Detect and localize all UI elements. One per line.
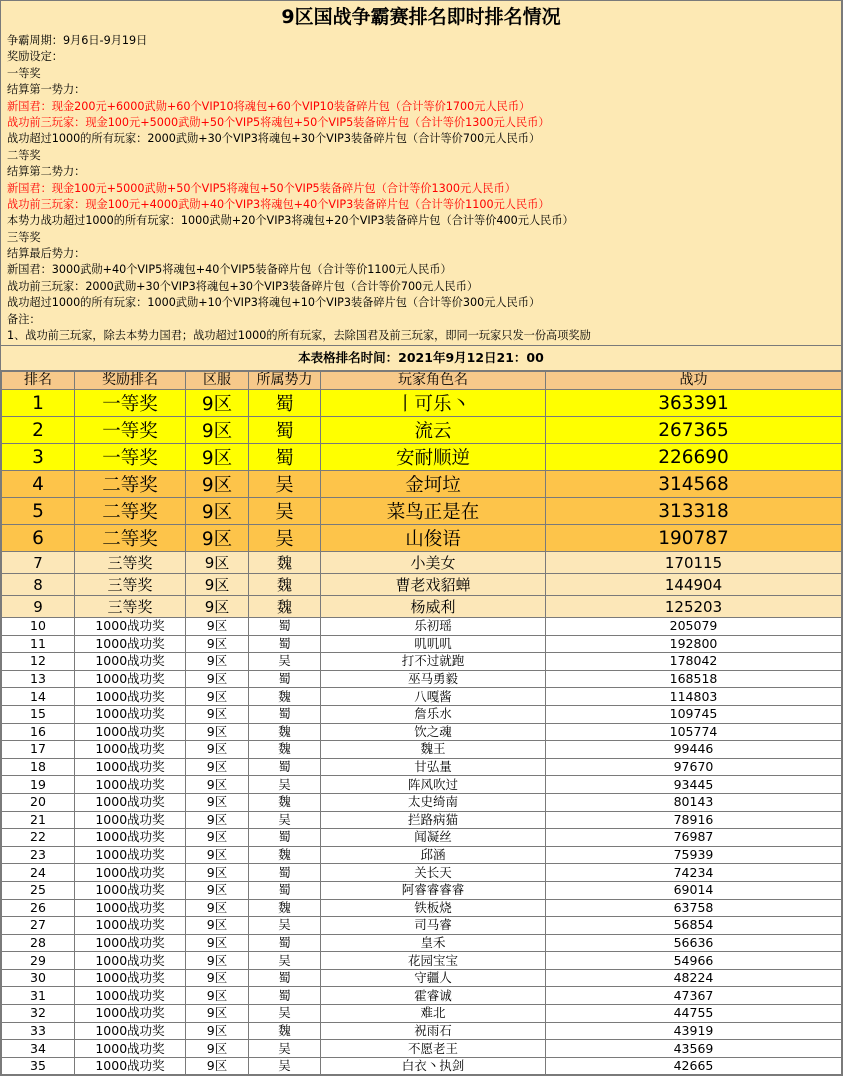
faction-cell: 魏: [249, 574, 321, 596]
player-name-cell: 魏王: [321, 741, 546, 759]
prize-cell: 三等奖: [75, 552, 186, 574]
server-cell: 9区: [186, 1022, 249, 1040]
player-name-cell: 叽叽叽: [321, 635, 546, 653]
player-name-cell: 难北: [321, 1005, 546, 1023]
player-name-cell: 丨可乐丶: [321, 390, 546, 417]
server-cell: 9区: [186, 653, 249, 671]
table-row: [2, 670, 842, 688]
prize-cell: 1000战功奖: [75, 969, 186, 987]
faction-cell: 魏: [249, 899, 321, 917]
prize-cell: 1000战功奖: [75, 881, 186, 899]
table-row: [2, 793, 842, 811]
table-row: [2, 811, 842, 829]
table-row: [2, 525, 842, 552]
player-name-cell: 司马睿: [321, 917, 546, 935]
merit-cell: 54966: [546, 952, 842, 970]
merit-cell: 190787: [546, 525, 842, 552]
faction-cell: 蜀: [249, 705, 321, 723]
server-cell: 9区: [186, 723, 249, 741]
server-cell: 9区: [186, 864, 249, 882]
merit-cell: 69014: [546, 881, 842, 899]
prize-cell: 1000战功奖: [75, 670, 186, 688]
server-cell: 9区: [186, 705, 249, 723]
merit-cell: 314568: [546, 471, 842, 498]
server-cell: 9区: [186, 899, 249, 917]
server-cell: 9区: [186, 618, 249, 636]
server-cell: 9区: [186, 417, 249, 444]
table-row: [2, 653, 842, 671]
table-row: [2, 969, 842, 987]
merit-cell: 168518: [546, 670, 842, 688]
player-name-cell: 杨威利: [321, 596, 546, 618]
prize-cell: 1000战功奖: [75, 776, 186, 794]
table-row: [2, 741, 842, 759]
faction-cell: 魏: [249, 552, 321, 574]
merit-cell: 114803: [546, 688, 842, 706]
prize-cell: 1000战功奖: [75, 934, 186, 952]
server-cell: 9区: [186, 670, 249, 688]
merit-cell: 99446: [546, 741, 842, 759]
rank-cell: 34: [2, 1040, 75, 1058]
player-name-cell: 流云: [321, 417, 546, 444]
info-line: 结算最后势力：: [7, 247, 86, 261]
server-cell: 9区: [186, 846, 249, 864]
rank-cell: 15: [2, 705, 75, 723]
player-name-cell: 花园宝宝: [321, 952, 546, 970]
merit-cell: 109745: [546, 705, 842, 723]
info-line: 1、战功前三玩家，除去本势力国君；战功超过1000的所有玩家，去除国君及前三玩家，即同一玩家只发一份高项奖励: [7, 329, 591, 343]
player-name-cell: 闻凝丝: [321, 829, 546, 847]
table-row: [2, 705, 842, 723]
server-cell: 9区: [186, 471, 249, 498]
merit-header: 战功: [546, 372, 842, 390]
prize-cell: 1000战功奖: [75, 758, 186, 776]
server-cell: 9区: [186, 552, 249, 574]
player-name-cell: 邱涵: [321, 846, 546, 864]
table-row: [2, 864, 842, 882]
merit-cell: 267365: [546, 417, 842, 444]
player-name-cell: 小美女: [321, 552, 546, 574]
rank-cell: 22: [2, 829, 75, 847]
merit-cell: 97670: [546, 758, 842, 776]
rank-cell: 24: [2, 864, 75, 882]
merit-cell: 43569: [546, 1040, 842, 1058]
info-line: 新国君：3000武勋+40个VIP5将魂包+40个VIP5装备碎片包（合计等价1100元人民币）: [7, 263, 452, 277]
faction-cell: 吴: [249, 917, 321, 935]
prize-cell: 三等奖: [75, 596, 186, 618]
info-line: 战功前三玩家：现金100元+5000武勋+50个VIP5将魂包+50个VIP5装备碎片包（合计等价1300元人民币）: [7, 115, 550, 129]
table-row: [2, 688, 842, 706]
faction-cell: 蜀: [249, 829, 321, 847]
table-row: [2, 952, 842, 970]
player-name-cell: 巫马勇毅: [321, 670, 546, 688]
rank-cell: 13: [2, 670, 75, 688]
player-name-cell: 太史绮南: [321, 793, 546, 811]
faction-cell: 蜀: [249, 934, 321, 952]
rank-cell: 33: [2, 1022, 75, 1040]
rank-cell: 17: [2, 741, 75, 759]
ranking-timestamp: 本表格排名时间：2021年9月12日21：00: [1, 346, 841, 371]
server-cell: 9区: [186, 811, 249, 829]
rank-cell: 32: [2, 1005, 75, 1023]
merit-cell: 205079: [546, 618, 842, 636]
player-name-cell: 阵风吹过: [321, 776, 546, 794]
faction-cell: 魏: [249, 688, 321, 706]
faction-cell: 魏: [249, 793, 321, 811]
table-row: [2, 471, 842, 498]
info-line: 战功前三玩家：2000武勋+30个VIP3将魂包+30个VIP3装备碎片包（合计等价700元人民币）: [7, 279, 479, 293]
prize-cell: 二等奖: [75, 498, 186, 525]
table-row: [2, 1005, 842, 1023]
faction-cell: 吴: [249, 776, 321, 794]
server-cell: 9区: [186, 1057, 249, 1075]
faction-cell: 吴: [249, 1057, 321, 1075]
server-cell: 9区: [186, 934, 249, 952]
info-line: 争霸周期：9月6日-9月19日: [7, 34, 148, 47]
prize-cell: 1000战功奖: [75, 811, 186, 829]
info-line: 新国君：现金200元+6000武勋+60个VIP10将魂包+60个VIP10装备碎片包（合计等价1700元人民币）: [7, 99, 531, 113]
faction-cell: 蜀: [249, 390, 321, 417]
server-cell: 9区: [186, 776, 249, 794]
merit-cell: 192800: [546, 635, 842, 653]
server-cell: 9区: [186, 793, 249, 811]
merit-cell: 125203: [546, 596, 842, 618]
faction-cell: 吴: [249, 1040, 321, 1058]
server-cell: 9区: [186, 444, 249, 471]
faction-cell: 吴: [249, 653, 321, 671]
prize-cell: 1000战功奖: [75, 635, 186, 653]
server-cell: 9区: [186, 758, 249, 776]
prize-cell: 1000战功奖: [75, 1040, 186, 1058]
prize-cell: 二等奖: [75, 471, 186, 498]
server-cell: 9区: [186, 498, 249, 525]
server-cell: 9区: [186, 829, 249, 847]
rank-cell: 11: [2, 635, 75, 653]
faction-cell: 吴: [249, 471, 321, 498]
merit-cell: 93445: [546, 776, 842, 794]
reward-rules: [7, 33, 591, 344]
server-header: 区服: [186, 372, 249, 390]
player-name-cell: 阿睿睿睿睿: [321, 881, 546, 899]
table-row: [2, 390, 842, 417]
prize-cell: 1000战功奖: [75, 829, 186, 847]
rank-cell: 16: [2, 723, 75, 741]
player-name-header: 玩家角色名: [321, 372, 546, 390]
server-cell: 9区: [186, 688, 249, 706]
rank-cell: 8: [2, 574, 75, 596]
table-row: [2, 881, 842, 899]
prize-cell: 1000战功奖: [75, 723, 186, 741]
faction-cell: 蜀: [249, 618, 321, 636]
player-name-cell: 不愿老王: [321, 1040, 546, 1058]
prize-cell: 1000战功奖: [75, 653, 186, 671]
table-row: [2, 917, 842, 935]
player-name-cell: 拦路病猫: [321, 811, 546, 829]
rank-cell: 1: [2, 390, 75, 417]
faction-header: 所属势力: [249, 372, 321, 390]
rank-header: 排名: [2, 372, 75, 390]
rank-cell: 2: [2, 417, 75, 444]
faction-cell: 蜀: [249, 417, 321, 444]
server-cell: 9区: [186, 987, 249, 1005]
rank-cell: 30: [2, 969, 75, 987]
faction-cell: 蜀: [249, 758, 321, 776]
server-cell: 9区: [186, 525, 249, 552]
table-row: [2, 846, 842, 864]
info-line: 战功超过1000的所有玩家：1000武勋+10个VIP3将魂包+10个VIP3装备碎片包（合计等价300元人民币）: [7, 296, 541, 310]
rank-cell: 35: [2, 1057, 75, 1075]
rank-cell: 20: [2, 793, 75, 811]
rank-cell: 19: [2, 776, 75, 794]
rank-cell: 9: [2, 596, 75, 618]
rank-cell: 10: [2, 618, 75, 636]
prize-cell: 一等奖: [75, 417, 186, 444]
merit-cell: 48224: [546, 969, 842, 987]
server-cell: 9区: [186, 390, 249, 417]
prize-cell: 1000战功奖: [75, 846, 186, 864]
server-cell: 9区: [186, 596, 249, 618]
merit-cell: 313318: [546, 498, 842, 525]
merit-cell: 105774: [546, 723, 842, 741]
merit-cell: 170115: [546, 552, 842, 574]
player-name-cell: 詹乐水: [321, 705, 546, 723]
info-line: 战功超过1000的所有玩家：2000武勋+30个VIP3将魂包+30个VIP3装备碎片包（合计等价700元人民币）: [7, 132, 541, 146]
table-row: [2, 618, 842, 636]
rank-cell: 28: [2, 934, 75, 952]
server-cell: 9区: [186, 574, 249, 596]
prize-cell: 1000战功奖: [75, 1022, 186, 1040]
merit-cell: 75939: [546, 846, 842, 864]
player-name-cell: 乐初瑶: [321, 618, 546, 636]
prize-cell: 1000战功奖: [75, 1057, 186, 1075]
info-line: 备注：: [7, 312, 41, 326]
player-name-cell: 关长天: [321, 864, 546, 882]
prize-cell: 一等奖: [75, 444, 186, 471]
prize-cell: 1000战功奖: [75, 741, 186, 759]
server-cell: 9区: [186, 917, 249, 935]
table-row: [2, 635, 842, 653]
faction-cell: 吴: [249, 498, 321, 525]
prize-cell: 二等奖: [75, 525, 186, 552]
prize-cell: 三等奖: [75, 574, 186, 596]
merit-cell: 226690: [546, 444, 842, 471]
prize-header: 奖励排名: [75, 372, 186, 390]
ranking-table: [1, 371, 842, 1075]
table-row: [2, 829, 842, 847]
faction-cell: 蜀: [249, 670, 321, 688]
table-header-row: [2, 372, 842, 390]
table-row: [2, 417, 842, 444]
table-row: [2, 1022, 842, 1040]
rank-cell: 14: [2, 688, 75, 706]
table-row: [2, 498, 842, 525]
faction-cell: 魏: [249, 596, 321, 618]
info-line: 结算第二势力：: [7, 165, 86, 179]
merit-cell: 43919: [546, 1022, 842, 1040]
player-name-cell: 祝雨石: [321, 1022, 546, 1040]
prize-cell: 1000战功奖: [75, 952, 186, 970]
player-name-cell: 守疆人: [321, 969, 546, 987]
prize-cell: 1000战功奖: [75, 1005, 186, 1023]
rank-cell: 31: [2, 987, 75, 1005]
player-name-cell: 菜鸟正是在: [321, 498, 546, 525]
merit-cell: 178042: [546, 653, 842, 671]
table-row: [2, 574, 842, 596]
player-name-cell: 八嘎酱: [321, 688, 546, 706]
info-line: 奖励设定：: [7, 50, 63, 64]
table-row: [2, 444, 842, 471]
prize-cell: 1000战功奖: [75, 899, 186, 917]
faction-cell: 蜀: [249, 635, 321, 653]
faction-cell: 蜀: [249, 864, 321, 882]
player-name-cell: 铁板烧: [321, 899, 546, 917]
faction-cell: 吴: [249, 1005, 321, 1023]
rank-cell: 18: [2, 758, 75, 776]
info-line: 三等奖: [7, 230, 41, 244]
rank-cell: 6: [2, 525, 75, 552]
faction-cell: 蜀: [249, 881, 321, 899]
table-row: [2, 596, 842, 618]
merit-cell: 47367: [546, 987, 842, 1005]
rank-cell: 29: [2, 952, 75, 970]
faction-cell: 蜀: [249, 444, 321, 471]
merit-cell: 78916: [546, 811, 842, 829]
player-name-cell: 白衣丶执剑: [321, 1057, 546, 1075]
server-cell: 9区: [186, 1005, 249, 1023]
rank-cell: 26: [2, 899, 75, 917]
server-cell: 9区: [186, 1040, 249, 1058]
info-line: 战功前三玩家：现金100元+4000武勋+40个VIP3将魂包+40个VIP3装备碎片包（合计等价1100元人民币）: [7, 197, 550, 211]
rank-cell: 27: [2, 917, 75, 935]
rank-cell: 7: [2, 552, 75, 574]
faction-cell: 蜀: [249, 969, 321, 987]
server-cell: 9区: [186, 635, 249, 653]
player-name-cell: 金坷垃: [321, 471, 546, 498]
table-row: [2, 552, 842, 574]
rank-cell: 4: [2, 471, 75, 498]
merit-cell: 42665: [546, 1057, 842, 1075]
rank-cell: 5: [2, 498, 75, 525]
merit-cell: 56854: [546, 917, 842, 935]
info-line: 二等奖: [7, 148, 41, 162]
prize-cell: 一等奖: [75, 390, 186, 417]
merit-cell: 80143: [546, 793, 842, 811]
table-body: [2, 390, 842, 1075]
prize-cell: 1000战功奖: [75, 987, 186, 1005]
table-row: [2, 1040, 842, 1058]
rank-cell: 25: [2, 881, 75, 899]
merit-cell: 74234: [546, 864, 842, 882]
player-name-cell: 甘弘量: [321, 758, 546, 776]
player-name-cell: 打不过就跑: [321, 653, 546, 671]
player-name-cell: 曹老戏貂蝉: [321, 574, 546, 596]
merit-cell: 63758: [546, 899, 842, 917]
faction-cell: 魏: [249, 1022, 321, 1040]
server-cell: 9区: [186, 741, 249, 759]
page-title: 9区国战争霸赛排名即时排名情况: [281, 6, 561, 28]
rank-cell: 21: [2, 811, 75, 829]
server-cell: 9区: [186, 969, 249, 987]
player-name-cell: 山俊语: [321, 525, 546, 552]
rank-cell: 3: [2, 444, 75, 471]
table-row: [2, 934, 842, 952]
rank-cell: 23: [2, 846, 75, 864]
table-row: [2, 899, 842, 917]
player-name-cell: 霍睿诚: [321, 987, 546, 1005]
server-cell: 9区: [186, 881, 249, 899]
faction-cell: 吴: [249, 952, 321, 970]
merit-cell: 44755: [546, 1005, 842, 1023]
info-line: 结算第一势力：: [7, 83, 86, 97]
info-line: 本势力战功超过1000的所有玩家：1000武勋+20个VIP3将魂包+20个VIP3装备碎片包（合计等价400元人民币）: [7, 214, 574, 228]
faction-cell: 吴: [249, 811, 321, 829]
merit-cell: 56636: [546, 934, 842, 952]
table-row: [2, 1057, 842, 1075]
table-row: [2, 776, 842, 794]
merit-cell: 76987: [546, 829, 842, 847]
player-name-cell: 皇禾: [321, 934, 546, 952]
prize-cell: 1000战功奖: [75, 917, 186, 935]
faction-cell: 蜀: [249, 987, 321, 1005]
prize-cell: 1000战功奖: [75, 705, 186, 723]
merit-cell: 363391: [546, 390, 842, 417]
faction-cell: 魏: [249, 741, 321, 759]
info-line: 新国君：现金100元+5000武勋+50个VIP5将魂包+50个VIP5装备碎片包（合计等价1300元人民币）: [7, 181, 516, 195]
faction-cell: 魏: [249, 846, 321, 864]
server-cell: 9区: [186, 952, 249, 970]
rank-cell: 12: [2, 653, 75, 671]
info-line: 一等奖: [7, 66, 41, 80]
prize-cell: 1000战功奖: [75, 618, 186, 636]
merit-cell: 144904: [546, 574, 842, 596]
player-name-cell: 安耐顺逆: [321, 444, 546, 471]
table-row: [2, 758, 842, 776]
prize-cell: 1000战功奖: [75, 864, 186, 882]
faction-cell: 吴: [249, 525, 321, 552]
faction-cell: 魏: [249, 723, 321, 741]
prize-cell: 1000战功奖: [75, 793, 186, 811]
table-row: [2, 723, 842, 741]
player-name-cell: 饮之魂: [321, 723, 546, 741]
info-panel: [1, 1, 841, 346]
prize-cell: 1000战功奖: [75, 688, 186, 706]
table-row: [2, 987, 842, 1005]
